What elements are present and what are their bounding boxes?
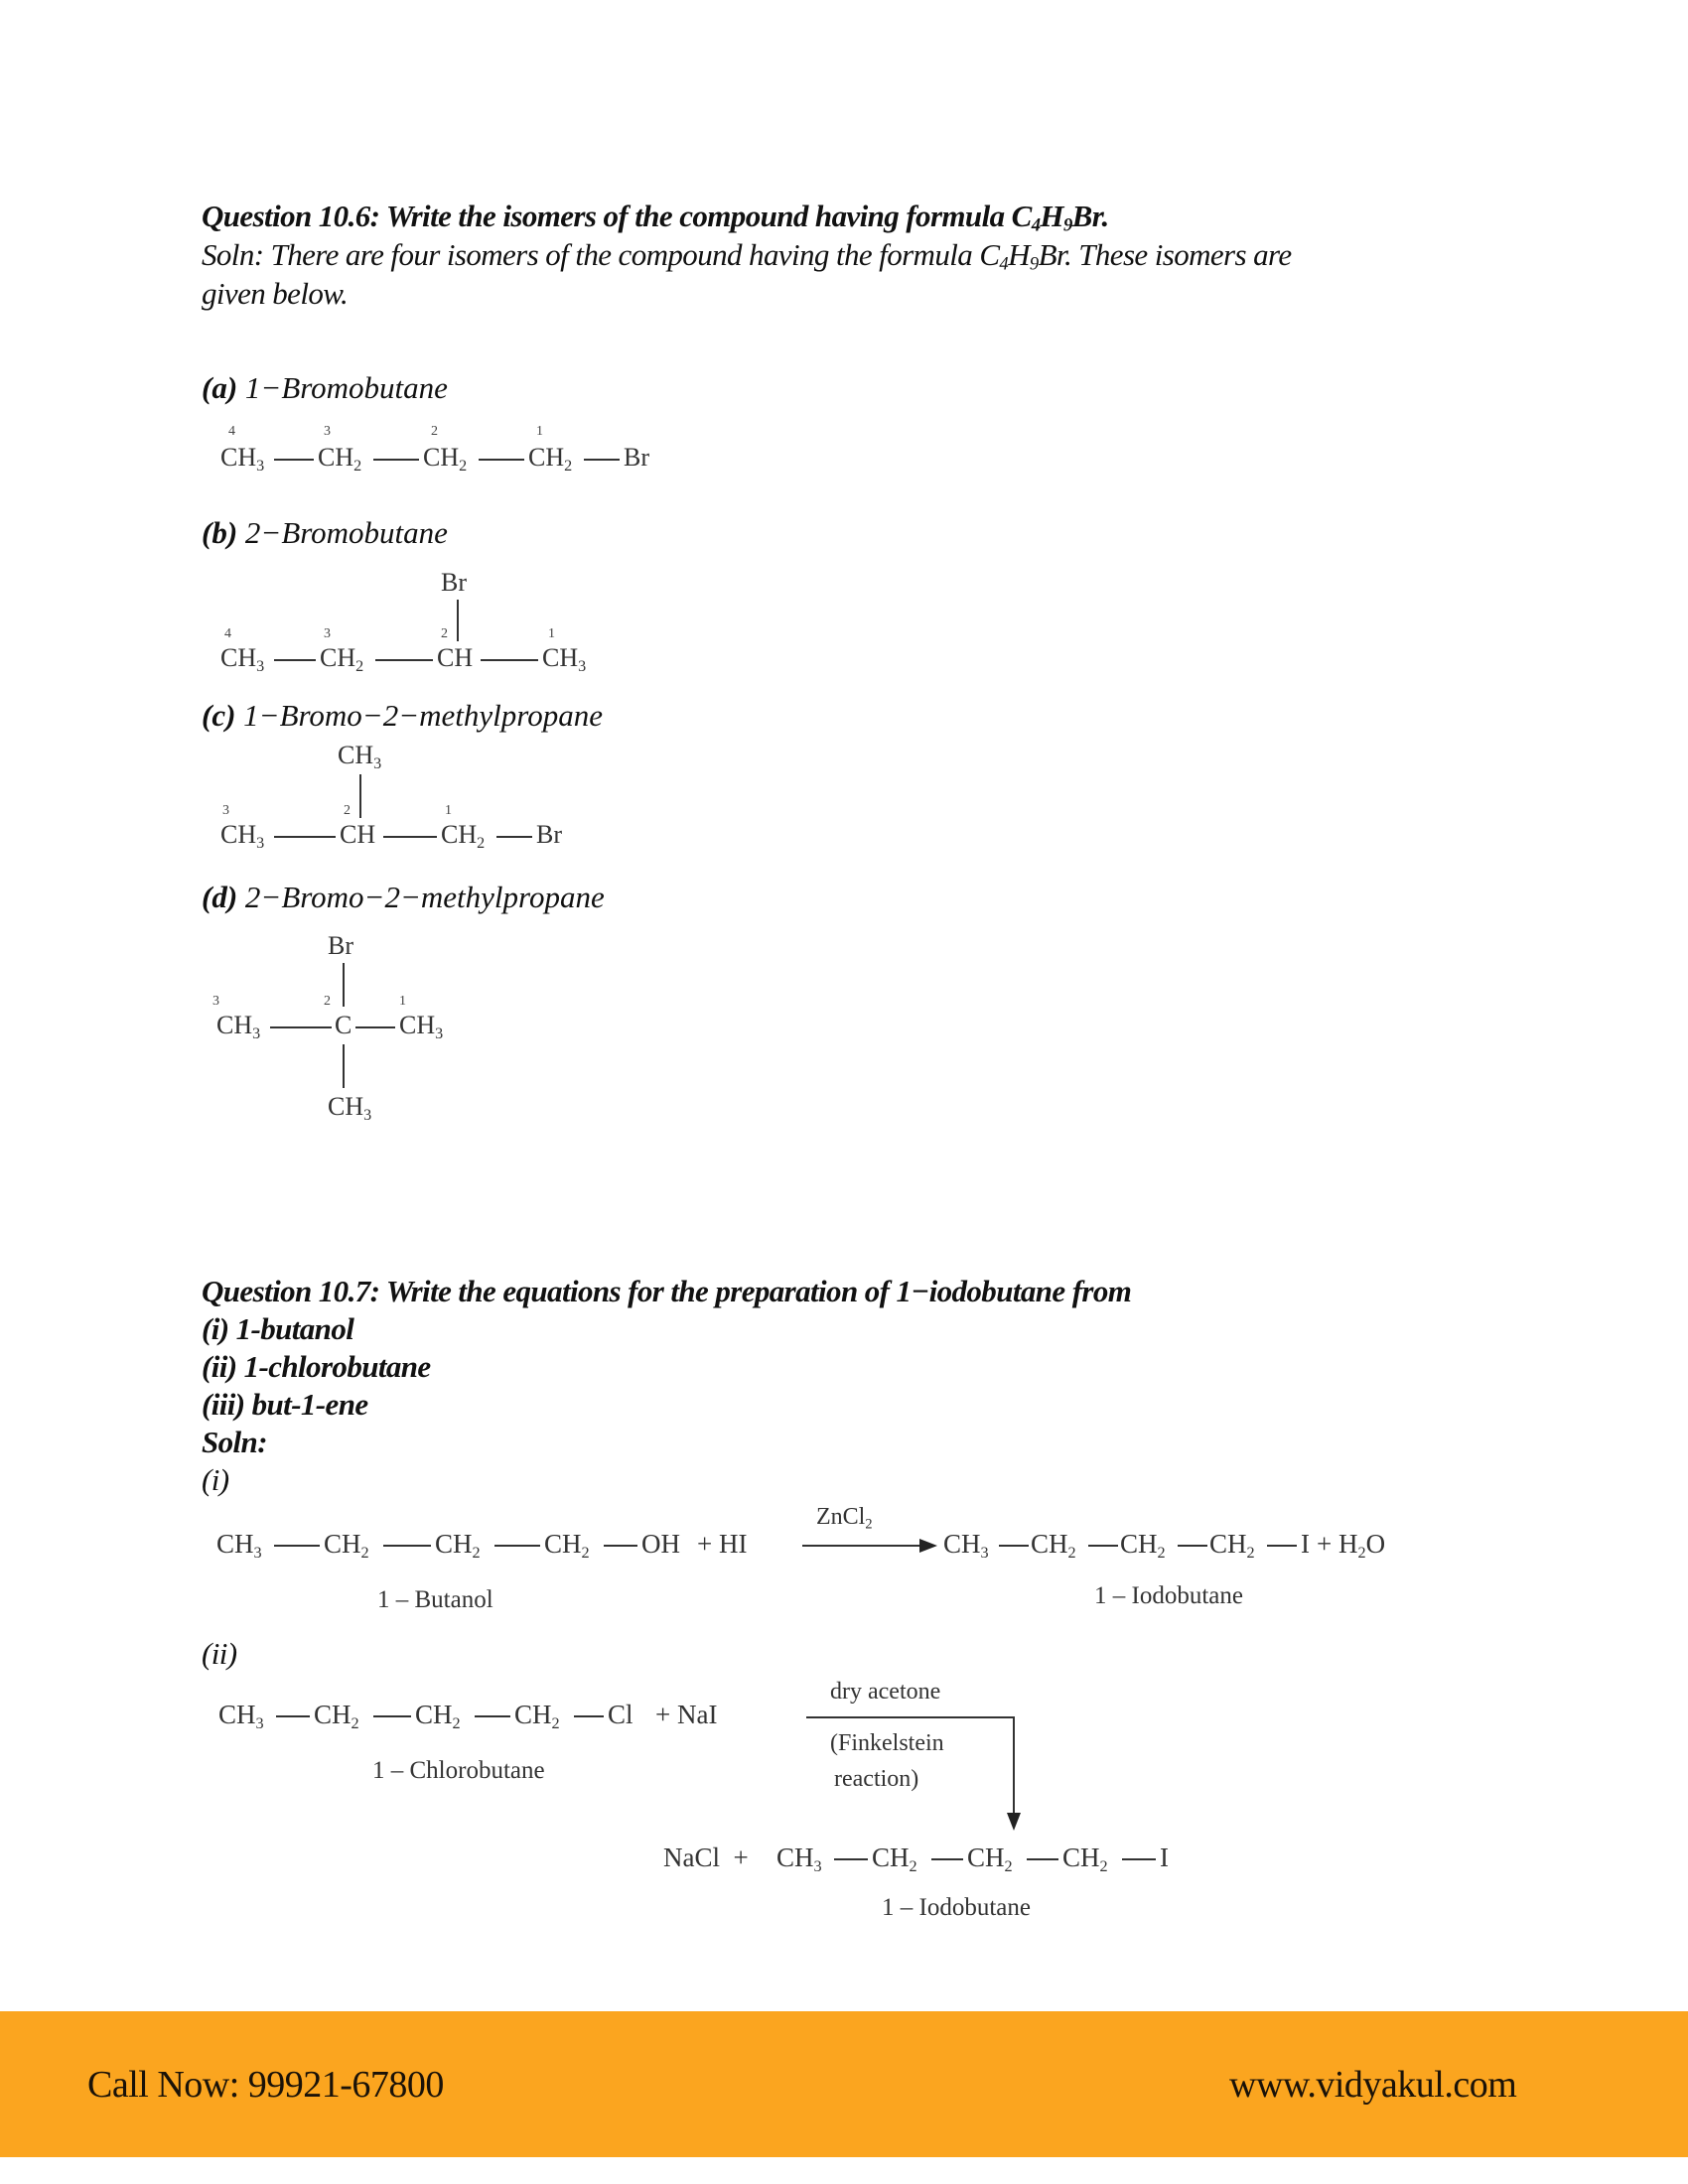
- atom-group: [1031, 1529, 1076, 1568]
- carbon-number: 4: [224, 626, 231, 641]
- atom-subscript: 3: [980, 1543, 989, 1562]
- question-part-ii: (ii) 1-chlorobutane: [202, 1349, 431, 1384]
- equation-i-label: (i): [202, 1462, 229, 1497]
- atom-subscript: 3: [253, 1543, 262, 1562]
- isomer-d-structure: [212, 931, 610, 1130]
- atom-subscript: 2: [355, 657, 364, 675]
- atom-subscript: 3: [363, 1106, 372, 1124]
- atom-symbol: CH: [216, 1011, 253, 1039]
- atom-group: [314, 1700, 359, 1738]
- atom-symbol: CH: [528, 443, 565, 472]
- vertical-bond: [457, 600, 459, 641]
- isomer-a-label: [202, 370, 448, 406]
- atom-subscript: 2: [1246, 1543, 1255, 1562]
- isomer-a-structure: [220, 425, 717, 482]
- vertical-bond: [343, 963, 345, 1007]
- atom-subscript: 2: [1357, 1543, 1366, 1562]
- atom-subscript: 2: [360, 1543, 369, 1562]
- atom-symbol: CH: [1062, 1843, 1100, 1872]
- carbon-number: 2: [441, 626, 448, 641]
- atom-group: [320, 643, 363, 682]
- atom-symbol: CH: [441, 820, 478, 849]
- atom-symbol: CH: [1031, 1529, 1068, 1559]
- atom-subscript: 2: [353, 457, 362, 475]
- atom-subscript: 3: [256, 657, 265, 675]
- atom-symbol: CH: [340, 820, 376, 849]
- atom-symbol: CH: [320, 643, 356, 672]
- question-part-iii: (iii) but-1-ene: [202, 1387, 368, 1422]
- soln-subscript: 4: [999, 253, 1009, 275]
- atom-symbol: CH: [437, 643, 474, 672]
- atom-symbol: Br: [624, 443, 649, 472]
- single-bond: [479, 459, 524, 461]
- arrow-down-icon: [1007, 1813, 1021, 1831]
- isomer-letter: (c): [202, 698, 236, 733]
- soln-subscript: 9: [1029, 253, 1039, 275]
- question-part-i: (i) 1-butanol: [202, 1311, 354, 1346]
- reaction-arrow-shaft: [806, 1716, 1015, 1718]
- atom-symbol: CH: [318, 443, 354, 472]
- atom-symbol: CH: [872, 1843, 910, 1872]
- atom-symbol: CH: [943, 1529, 981, 1559]
- atom-group: [220, 643, 264, 682]
- atom-symbol: Br: [536, 820, 562, 849]
- atom-symbol: CH: [542, 643, 579, 672]
- carbon-number: 3: [324, 424, 331, 439]
- methyl-substituent: [338, 741, 381, 779]
- byproduct-text: + H: [1317, 1529, 1358, 1559]
- atom-symbol: CH: [324, 1529, 361, 1559]
- atom-symbol: CH: [776, 1843, 814, 1872]
- atom-subscript: 2: [1067, 1543, 1076, 1562]
- atom-symbol: CH: [216, 1529, 254, 1559]
- single-bond: [834, 1858, 868, 1860]
- single-bond: [274, 659, 316, 661]
- isomer-letter: (a): [202, 370, 238, 405]
- byproduct-water: [1317, 1529, 1385, 1568]
- single-bond: [1267, 1545, 1297, 1547]
- single-bond: [584, 459, 620, 461]
- single-bond: [274, 836, 336, 838]
- atom-subscript: 3: [373, 754, 382, 772]
- atom-group: [528, 443, 572, 481]
- isomer-name: 1−Bromo−2−methylpropane: [243, 698, 603, 733]
- atom-subscript: 2: [909, 1856, 917, 1875]
- reagent-nai: + NaI: [655, 1700, 718, 1729]
- bromine-substituent: Br: [328, 931, 353, 960]
- single-bond: [574, 1715, 604, 1717]
- atom-group: [220, 820, 264, 859]
- atom-subscript: 2: [452, 1713, 461, 1732]
- atom-group: [423, 443, 467, 481]
- atom-symbol: CH: [544, 1529, 582, 1559]
- atom-subscript: 2: [564, 457, 573, 475]
- atom-group: [776, 1843, 822, 1881]
- atom-group: [399, 1011, 443, 1049]
- atom-subscript: 3: [435, 1024, 444, 1042]
- carbon-number: 1: [399, 994, 406, 1009]
- atom-group: [514, 1700, 560, 1738]
- carbon-number: 3: [222, 803, 229, 818]
- atom-group: [1120, 1529, 1166, 1568]
- atom-group: [1062, 1843, 1108, 1881]
- title-subscript: 4: [1031, 214, 1041, 236]
- single-bond: [931, 1858, 963, 1860]
- atom-subscript: 2: [477, 834, 486, 852]
- carbon-number: 1: [445, 803, 452, 818]
- carbon-number: 2: [324, 994, 331, 1009]
- isomer-name: 1−Bromobutane: [244, 370, 448, 405]
- solution-text-line-1: [202, 237, 1292, 283]
- soln-text: Br. These isomers are: [1038, 237, 1292, 272]
- question-10-7-title: Question 10.7: Write the equations for the preparation of 1−iodobutane from: [202, 1274, 1132, 1308]
- carbon-number: 4: [228, 424, 235, 439]
- atom-symbol: Cl: [608, 1700, 633, 1729]
- atom-subscript: 2: [472, 1543, 481, 1562]
- isomer-c-label: [202, 698, 603, 734]
- atom-symbol: OH: [641, 1529, 680, 1559]
- reaction-arrow-shaft-vertical: [1013, 1716, 1015, 1816]
- equation-ii-reactants: [0, 1700, 794, 1735]
- single-bond: [373, 1715, 411, 1717]
- carbon-number: 1: [536, 424, 543, 439]
- condition-finkelstein: (Finkelstein: [830, 1730, 944, 1756]
- atom-group: [542, 643, 586, 682]
- atom-subscript: 2: [1157, 1543, 1166, 1562]
- title-subscript: 9: [1062, 214, 1072, 236]
- single-bond: [276, 1715, 310, 1717]
- atom-symbol: CH: [514, 1700, 552, 1729]
- atom-subscript: 3: [578, 657, 587, 675]
- single-bond: [1088, 1545, 1118, 1547]
- atom-symbol: CH: [220, 820, 257, 849]
- atom-symbol: CH: [415, 1700, 453, 1729]
- footer-banner: [0, 2011, 1688, 2157]
- atom-symbol: CH: [220, 443, 257, 472]
- isomer-d-label: [202, 880, 605, 915]
- carbon-number: 2: [344, 803, 351, 818]
- atom-symbol: CH: [1120, 1529, 1158, 1559]
- atom-symbol: I: [1160, 1843, 1169, 1872]
- carbon-number: 3: [324, 626, 331, 641]
- atom-symbol: CH: [435, 1529, 473, 1559]
- atom-subscript: 3: [256, 834, 265, 852]
- equation-ii-products: [0, 1843, 1688, 1878]
- atom-symbol: CH: [218, 1700, 256, 1729]
- atom-subscript: 2: [581, 1543, 590, 1562]
- atom-subscript: 2: [459, 457, 468, 475]
- atom-subscript: 3: [256, 457, 265, 475]
- title-text: H: [1040, 199, 1063, 233]
- atom-symbol: I: [1301, 1529, 1310, 1559]
- atom-subscript: 2: [351, 1713, 359, 1732]
- single-bond: [481, 659, 538, 661]
- methyl-substituent: [328, 1092, 371, 1131]
- equation-i-products: [0, 1529, 1688, 1565]
- single-bond: [999, 1545, 1029, 1547]
- reactant-name-butanol: 1 – Butanol: [377, 1586, 493, 1613]
- isomer-b-label: [202, 515, 448, 551]
- atom-symbol: CH: [220, 643, 257, 672]
- isomer-letter: (d): [202, 880, 238, 914]
- atom-symbol: CH: [328, 1092, 364, 1121]
- reactant-name-chlorobutane: 1 – Chlorobutane: [372, 1757, 545, 1784]
- call-now-text: Call Now: 99921-67800: [87, 2064, 444, 2106]
- atom-group: [415, 1700, 461, 1738]
- product-name-iodobutane: 1 – Iodobutane: [882, 1894, 1031, 1921]
- atom-symbol: CH: [314, 1700, 352, 1729]
- atom-symbol: CH: [338, 741, 374, 769]
- condition-dry-acetone: dry acetone: [830, 1679, 941, 1705]
- solution-text-line-2: given below.: [202, 276, 349, 311]
- single-bond: [496, 836, 532, 838]
- vertical-bond: [343, 1044, 345, 1088]
- atom-subscript: 3: [255, 1713, 264, 1732]
- atom-symbol: CH: [399, 1011, 436, 1039]
- single-bond: [475, 1715, 510, 1717]
- byproduct-text: O: [1365, 1529, 1386, 1559]
- title-text: Question 10.6: Write the isomers of the compound having formula C: [202, 199, 1032, 233]
- carbon-number: 1: [548, 626, 555, 641]
- atom-group: [318, 443, 361, 481]
- atom-group: [1209, 1529, 1255, 1568]
- atom-symbol: CH: [967, 1843, 1005, 1872]
- atom-group: [218, 1700, 264, 1738]
- atom-symbol: C: [335, 1011, 352, 1039]
- atom-symbol: CH: [423, 443, 460, 472]
- catalyst-text: ZnCl: [816, 1504, 866, 1530]
- website-link[interactable]: www.vidyakul.com: [1229, 2064, 1517, 2106]
- title-text: Br.: [1071, 199, 1109, 233]
- atom-group: [967, 1843, 1013, 1881]
- atom-subscript: 3: [813, 1856, 822, 1875]
- reagent-hi: + HI: [697, 1529, 748, 1559]
- soln-text: H: [1008, 237, 1030, 272]
- single-bond: [383, 836, 437, 838]
- atom-group: [441, 820, 485, 859]
- isomer-b-structure: [220, 568, 717, 679]
- single-bond: [375, 659, 433, 661]
- atom-group: [216, 1011, 260, 1049]
- isomer-name: 2−Bromobutane: [244, 515, 448, 550]
- single-bond: [355, 1026, 395, 1028]
- byproduct-nacl: NaCl +: [663, 1843, 749, 1872]
- equation-ii-label: (ii): [202, 1636, 237, 1671]
- product-name-iodobutane: 1 – Iodobutane: [1094, 1582, 1243, 1609]
- atom-subscript: 2: [1099, 1856, 1108, 1875]
- single-bond: [1027, 1858, 1058, 1860]
- single-bond: [270, 1026, 332, 1028]
- single-bond: [1122, 1858, 1156, 1860]
- bromine-substituent: Br: [441, 568, 467, 597]
- single-bond: [1178, 1545, 1207, 1547]
- isomer-c-structure: [220, 741, 717, 860]
- atom-group: [943, 1529, 989, 1568]
- catalyst-subscript: 2: [865, 1516, 873, 1533]
- atom-symbol: CH: [1209, 1529, 1247, 1559]
- atom-subscript: 2: [551, 1713, 560, 1732]
- atom-group: [872, 1843, 917, 1881]
- soln-label: Soln:: [202, 1425, 267, 1459]
- isomer-letter: (b): [202, 515, 238, 550]
- atom-group: [220, 443, 264, 481]
- carbon-number: 3: [212, 994, 219, 1009]
- soln-text: Soln: There are four isomers of the compound having the formula C: [202, 237, 1000, 272]
- single-bond: [373, 459, 419, 461]
- carbon-number: 2: [431, 424, 438, 439]
- vertical-bond: [359, 774, 361, 818]
- single-bond: [274, 459, 314, 461]
- atom-subscript: 2: [1004, 1856, 1013, 1875]
- isomer-name: 2−Bromo−2−methylpropane: [244, 880, 605, 914]
- condition-reaction: reaction): [834, 1766, 919, 1792]
- atom-subscript: 3: [252, 1024, 261, 1042]
